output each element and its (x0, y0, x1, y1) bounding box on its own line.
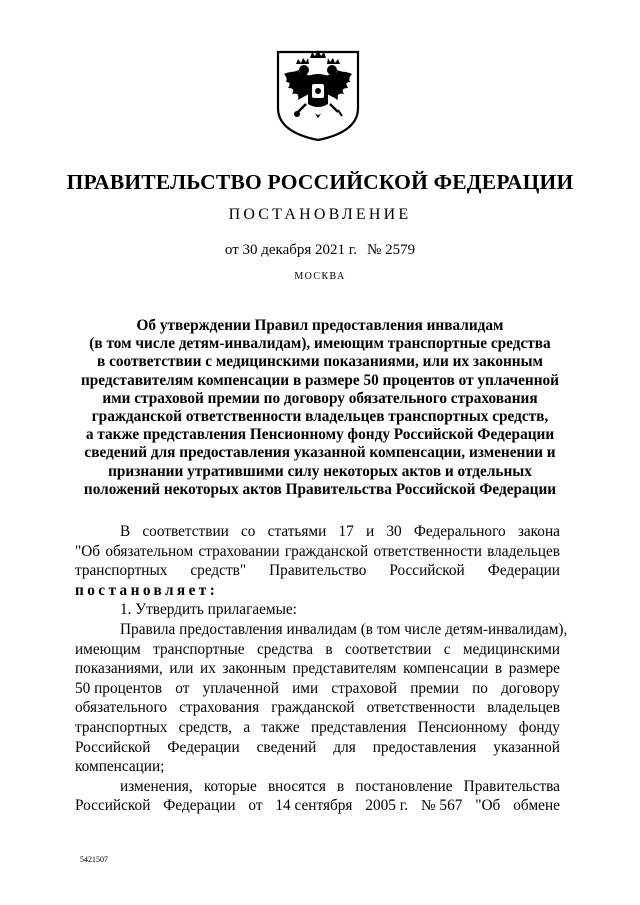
body-line (75, 796, 560, 816)
heading-line: а также представления Пенсионному фонду Российской Федерации (85, 426, 555, 444)
word: транспортных (75, 562, 168, 580)
word: от (248, 797, 263, 815)
word: и (365, 523, 375, 540)
word: их (200, 660, 216, 678)
item-1: 1. Утвердить прилагаемые: (120, 601, 297, 619)
word: закона (517, 523, 560, 540)
word: транспортные (153, 640, 245, 658)
body-line (75, 738, 560, 758)
word: от (175, 679, 190, 697)
word: в (494, 660, 503, 678)
heading-line: сведений для предоставления указанной компенсации, изменении и (84, 444, 556, 462)
word: ответственности (366, 699, 476, 717)
word: транспортных (75, 718, 168, 736)
word: предоставления (372, 738, 477, 756)
document-date: от 30 декабря 2021 г. (224, 242, 358, 258)
word: Российской (389, 562, 465, 580)
body-line: компенсации; (75, 758, 165, 776)
word: средств" (190, 562, 247, 580)
word: представителям (292, 660, 397, 678)
word: страховании (198, 542, 280, 560)
body-line (75, 777, 560, 797)
word: средств, (178, 718, 233, 736)
heading-line: (в том числе детям-инвалидам), имеющим транспортные средства (89, 335, 551, 353)
document-heading (40, 317, 600, 499)
document-city: МОСКВА (294, 271, 346, 282)
word: которые (203, 777, 257, 795)
word: сведений (256, 738, 317, 756)
word: а (243, 718, 251, 736)
word: ответственности (373, 542, 482, 560)
word: в (325, 640, 333, 658)
word: "Об (75, 542, 101, 560)
body-line (75, 522, 560, 542)
word: обмене (513, 797, 560, 815)
word: страховой (331, 679, 398, 697)
word: гражданской (271, 699, 355, 717)
document-body (75, 522, 568, 816)
body-line (75, 542, 560, 562)
word: вносятся (267, 777, 326, 795)
word: обязательном (105, 542, 194, 560)
heading-line: ими страховой премии по договору обязательного страхования (102, 389, 538, 407)
word: для (333, 738, 356, 756)
word: Федерации (163, 797, 236, 815)
resolution-word: постановляет: (75, 581, 219, 599)
word: договору (501, 679, 560, 697)
word: Федерального (413, 523, 506, 540)
word: владельцев (487, 699, 560, 717)
word: Российской (75, 738, 151, 756)
word: ими (292, 679, 319, 697)
word: гражданской (284, 542, 369, 560)
word: с (443, 640, 451, 658)
word: владельцев (487, 542, 560, 560)
word: Российской (75, 797, 151, 815)
government-name: ПРАВИТЕЛЬСТВО РОССИЙСКОЙ ФЕДЕРАЦИИ (66, 170, 574, 194)
word: премии (410, 679, 459, 697)
word: компенсации (403, 660, 489, 678)
document-code: 5421507 (80, 855, 108, 864)
heading-line: гражданской ответственности владельцев транспортных средств, (91, 408, 549, 426)
word: 17 (338, 523, 354, 540)
body-line (75, 679, 560, 699)
word: уплаченной (202, 679, 279, 697)
word: размере (508, 660, 560, 678)
word: представления (310, 718, 407, 736)
heading-line: Об утверждении Правил предоставления инвалидам (136, 317, 504, 334)
word: статьями (267, 523, 327, 540)
body-line (75, 718, 560, 738)
word: 2005 г. (365, 797, 409, 815)
document-type: ПОСТАНОВЛЕНИЕ (228, 206, 412, 223)
body-line (75, 640, 560, 660)
word: медицинскими (462, 640, 560, 658)
body-line (75, 698, 560, 718)
heading-line: в соответствии с медицинскими показаниями, или их законным (97, 353, 543, 371)
word: № 567 (421, 797, 463, 815)
word: также (261, 718, 300, 736)
word: законным (222, 660, 286, 678)
word: соответствии (142, 523, 229, 540)
word: Федерации (487, 562, 560, 580)
word: Правительства (463, 777, 560, 795)
word: соответствии (344, 640, 432, 658)
word: Правительство (269, 562, 367, 580)
word: обязательного (75, 699, 167, 717)
heading-line: признании утратившими силу некоторых актов и отдельных (108, 462, 532, 480)
word: 50 процентов (75, 679, 163, 697)
word: в (337, 777, 345, 795)
word: изменения, (120, 777, 193, 795)
word: указанной (493, 738, 560, 756)
body-line (75, 659, 560, 679)
word: по (472, 679, 488, 697)
heading-line: представителям компенсации в размере 50 процентов от уплаченной (80, 371, 559, 389)
word: средства (256, 640, 314, 658)
document-date-line (0, 242, 640, 259)
word: Пенсионному (417, 718, 508, 736)
body-line: Правила предоставления инвалидам (в том числе детям-инвалидам), (120, 620, 568, 638)
word: или (169, 660, 194, 678)
word: Федерации (167, 738, 240, 756)
word: 30 (386, 523, 402, 540)
russian-coat-of-arms-icon (274, 48, 362, 144)
word: 14 сентября (275, 797, 353, 815)
document-number: № 2579 (367, 242, 416, 258)
body-line (75, 561, 560, 581)
word: фонду (518, 718, 560, 736)
word: со (241, 523, 256, 540)
heading-line: положений некоторых актов Правительства Российской Федерации (83, 480, 557, 498)
word: страхования (179, 699, 260, 717)
word: "Об (475, 797, 501, 815)
word: В (120, 523, 131, 540)
word: имеющим (75, 640, 141, 658)
word: постановление (355, 777, 453, 795)
word: показаниями, (75, 660, 163, 678)
